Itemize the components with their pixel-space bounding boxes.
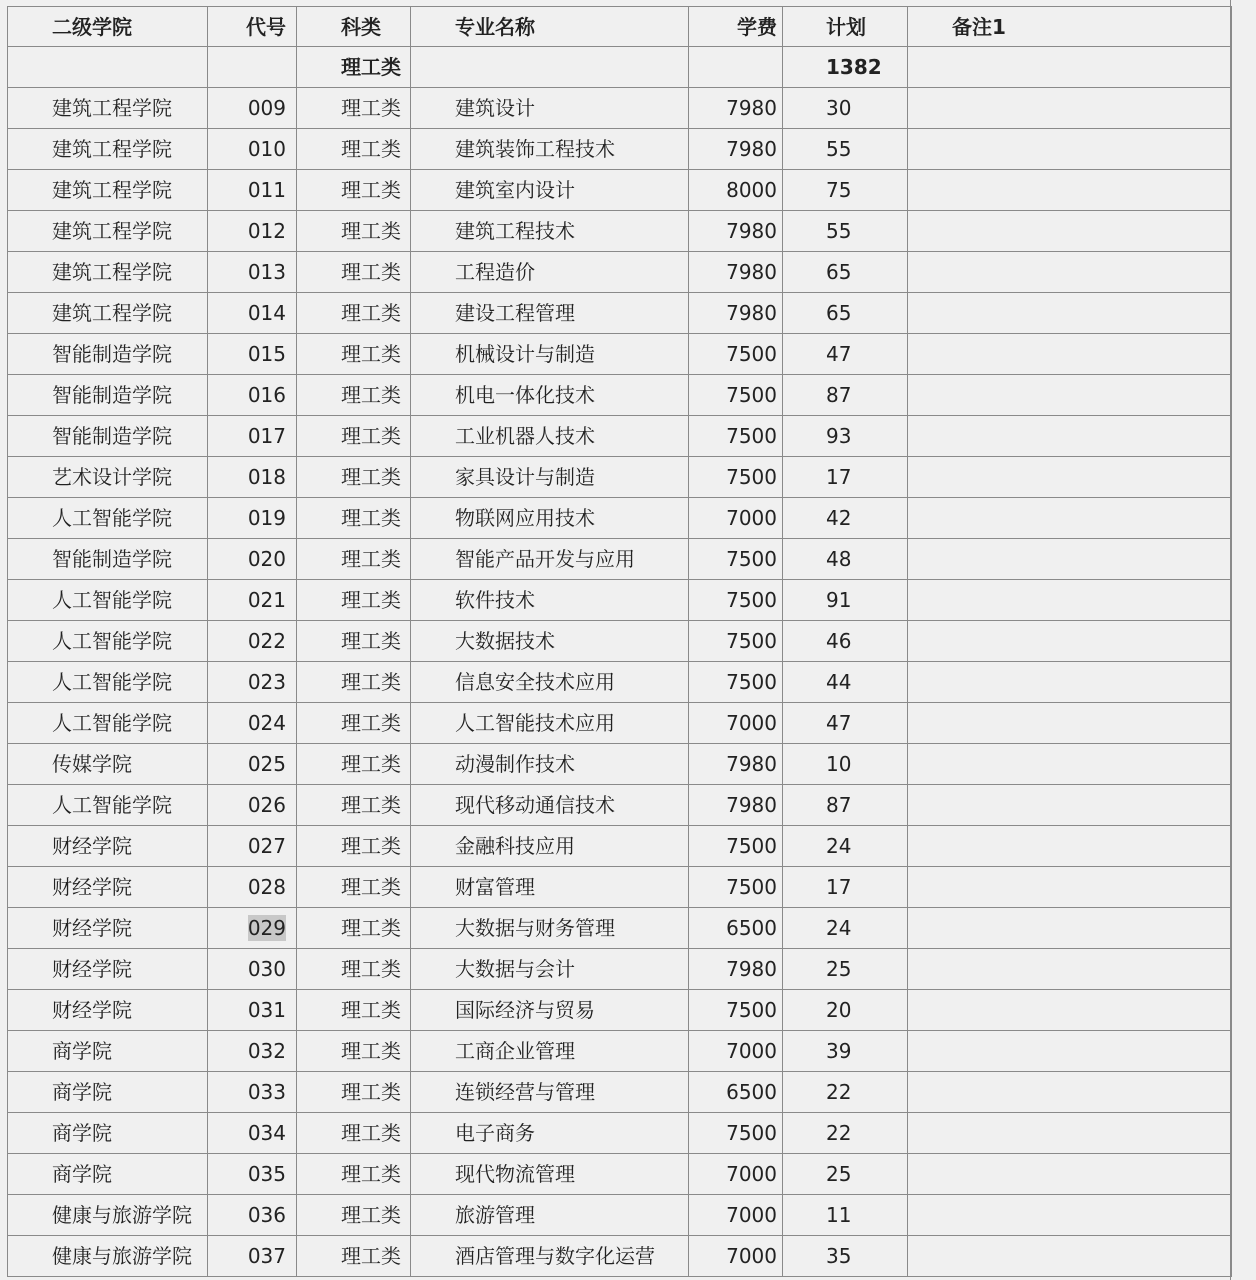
cell-college[interactable]: 人工智能学院 xyxy=(8,621,208,662)
cell-code[interactable] xyxy=(208,908,297,949)
cell-category[interactable]: 理工类 xyxy=(297,498,411,539)
cell-plan[interactable]: 47 xyxy=(783,703,908,744)
cell-note[interactable] xyxy=(908,88,1232,129)
cell-code[interactable]: 022 xyxy=(208,621,297,662)
table-row xyxy=(8,785,1232,826)
cell-fee[interactable]: 7500 xyxy=(689,375,783,416)
table-row xyxy=(8,621,1232,662)
cell-college[interactable]: 建筑工程学院 xyxy=(8,211,208,252)
cell-fee[interactable]: 7500 xyxy=(689,457,783,498)
cell-category[interactable]: 理工类 xyxy=(297,703,411,744)
cell-code[interactable]: 011 xyxy=(208,170,297,211)
cell-code[interactable]: 015 xyxy=(208,334,297,375)
cell-code[interactable]: 013 xyxy=(208,252,297,293)
cell-category[interactable]: 理工类 xyxy=(297,662,411,703)
cell-major[interactable]: 建设工程管理 xyxy=(411,293,689,334)
cell-fee[interactable]: 8000 xyxy=(689,170,783,211)
cell-fee[interactable]: 6500 xyxy=(689,1072,783,1113)
cell-plan[interactable]: 47 xyxy=(783,334,908,375)
cell-college[interactable]: 财经学院 xyxy=(8,826,208,867)
cell-plan[interactable]: 24 xyxy=(783,826,908,867)
cell-major[interactable]: 建筑工程技术 xyxy=(411,211,689,252)
header-college[interactable]: 二级学院 xyxy=(8,7,208,47)
cell-major[interactable]: 工程造价 xyxy=(411,252,689,293)
cell-plan[interactable]: 17 xyxy=(783,457,908,498)
cell-college[interactable]: 财经学院 xyxy=(8,949,208,990)
cell-plan[interactable]: 48 xyxy=(783,539,908,580)
cell-code[interactable]: 012 xyxy=(208,211,297,252)
cell-note[interactable] xyxy=(908,1154,1232,1195)
cell-plan[interactable]: 91 xyxy=(783,580,908,621)
cell-college[interactable]: 智能制造学院 xyxy=(8,334,208,375)
cell-fee[interactable]: 7500 xyxy=(689,662,783,703)
cell-college[interactable]: 健康与旅游学院 xyxy=(8,1195,208,1236)
header-major[interactable]: 专业名称 xyxy=(411,7,689,47)
cell-category[interactable]: 理工类 xyxy=(297,1031,411,1072)
cell-note[interactable] xyxy=(908,170,1232,211)
cell-college[interactable]: 人工智能学院 xyxy=(8,785,208,826)
cell-note[interactable] xyxy=(908,990,1232,1031)
table-row xyxy=(8,211,1232,252)
cell-plan[interactable]: 87 xyxy=(783,375,908,416)
cell-plan[interactable]: 20 xyxy=(783,990,908,1031)
cell-code[interactable]: 031 xyxy=(208,990,297,1031)
table-row xyxy=(8,908,1232,949)
table-row xyxy=(8,457,1232,498)
table-row xyxy=(8,1236,1232,1277)
table-row xyxy=(8,375,1232,416)
cell-college[interactable]: 智能制造学院 xyxy=(8,539,208,580)
cell-major[interactable]: 人工智能技术应用 xyxy=(411,703,689,744)
header-code[interactable]: 代号 xyxy=(208,7,297,47)
cell-major[interactable]: 金融科技应用 xyxy=(411,826,689,867)
cell-code[interactable]: 035 xyxy=(208,1154,297,1195)
cell-category[interactable]: 理工类 xyxy=(297,1154,411,1195)
cell-college[interactable]: 健康与旅游学院 xyxy=(8,1236,208,1277)
cell-category[interactable]: 理工类 xyxy=(297,252,411,293)
cell-note[interactable] xyxy=(908,375,1232,416)
cell-note[interactable] xyxy=(908,580,1232,621)
cell-code[interactable]: 021 xyxy=(208,580,297,621)
cell-note[interactable] xyxy=(908,334,1232,375)
table-row xyxy=(8,744,1232,785)
cell-college[interactable]: 商学院 xyxy=(8,1154,208,1195)
cell-college[interactable]: 商学院 xyxy=(8,1072,208,1113)
header-fee[interactable]: 学费 xyxy=(689,7,783,47)
table-row xyxy=(8,293,1232,334)
admission-plan-table xyxy=(7,6,1232,1277)
table-row xyxy=(8,1195,1232,1236)
cell-category[interactable]: 理工类 xyxy=(297,334,411,375)
cell-fee[interactable]: 7000 xyxy=(689,1195,783,1236)
table-row xyxy=(8,949,1232,990)
cell-note[interactable] xyxy=(908,949,1232,990)
cell-fee[interactable]: 7500 xyxy=(689,990,783,1031)
table-row xyxy=(8,416,1232,457)
cell-code[interactable]: 014 xyxy=(208,293,297,334)
cell-major[interactable]: 机械设计与制造 xyxy=(411,334,689,375)
cell-fee[interactable]: 7000 xyxy=(689,1031,783,1072)
cell-category[interactable]: 理工类 xyxy=(297,170,411,211)
cell-code[interactable]: 023 xyxy=(208,662,297,703)
cell-major[interactable]: 智能产品开发与应用 xyxy=(411,539,689,580)
summary-fee[interactable] xyxy=(689,47,783,88)
cell-fee[interactable]: 7980 xyxy=(689,785,783,826)
table-row xyxy=(8,1113,1232,1154)
cell-college[interactable]: 建筑工程学院 xyxy=(8,88,208,129)
cell-note[interactable] xyxy=(908,908,1232,949)
cell-major[interactable]: 大数据与财务管理 xyxy=(411,908,689,949)
cell-college[interactable]: 人工智能学院 xyxy=(8,498,208,539)
cell-major[interactable]: 大数据技术 xyxy=(411,621,689,662)
cell-fee[interactable]: 7000 xyxy=(689,1154,783,1195)
summary-row xyxy=(8,47,1232,88)
cell-major[interactable]: 电子商务 xyxy=(411,1113,689,1154)
cell-note[interactable] xyxy=(908,539,1232,580)
cell-note[interactable] xyxy=(908,416,1232,457)
cell-major[interactable]: 物联网应用技术 xyxy=(411,498,689,539)
cell-code[interactable]: 020 xyxy=(208,539,297,580)
summary-category[interactable]: 理工类 xyxy=(297,47,411,88)
cell-plan[interactable]: 17 xyxy=(783,867,908,908)
cell-category[interactable]: 理工类 xyxy=(297,375,411,416)
cell-plan[interactable]: 93 xyxy=(783,416,908,457)
cell-plan[interactable]: 55 xyxy=(783,211,908,252)
cell-category[interactable]: 理工类 xyxy=(297,785,411,826)
table-row xyxy=(8,129,1232,170)
table-row xyxy=(8,580,1232,621)
cell-plan[interactable]: 87 xyxy=(783,785,908,826)
cell-college[interactable]: 财经学院 xyxy=(8,990,208,1031)
cell-college[interactable]: 商学院 xyxy=(8,1113,208,1154)
cell-note[interactable] xyxy=(908,662,1232,703)
cell-major[interactable]: 现代移动通信技术 xyxy=(411,785,689,826)
cell-college[interactable]: 智能制造学院 xyxy=(8,375,208,416)
cell-major[interactable]: 连锁经营与管理 xyxy=(411,1072,689,1113)
cell-fee[interactable]: 7980 xyxy=(689,293,783,334)
cell-category[interactable]: 理工类 xyxy=(297,990,411,1031)
cell-major[interactable]: 财富管理 xyxy=(411,867,689,908)
cell-plan[interactable]: 11 xyxy=(783,1195,908,1236)
cell-code[interactable]: 017 xyxy=(208,416,297,457)
cell-major[interactable]: 酒店管理与数字化运营 xyxy=(411,1236,689,1277)
cell-category[interactable]: 理工类 xyxy=(297,580,411,621)
cell-code[interactable]: 030 xyxy=(208,949,297,990)
cell-category[interactable]: 理工类 xyxy=(297,539,411,580)
cell-plan[interactable]: 24 xyxy=(783,908,908,949)
table-row xyxy=(8,990,1232,1031)
cell-major[interactable]: 工业机器人技术 xyxy=(411,416,689,457)
cell-college[interactable]: 建筑工程学院 xyxy=(8,252,208,293)
cell-plan[interactable]: 22 xyxy=(783,1113,908,1154)
cell-plan[interactable]: 30 xyxy=(783,88,908,129)
cell-major[interactable]: 建筑装饰工程技术 xyxy=(411,129,689,170)
cell-note[interactable] xyxy=(908,129,1232,170)
cell-code[interactable]: 024 xyxy=(208,703,297,744)
cell-category[interactable]: 理工类 xyxy=(297,1236,411,1277)
cell-major[interactable]: 大数据与会计 xyxy=(411,949,689,990)
cell-code[interactable]: 028 xyxy=(208,867,297,908)
header-note[interactable]: 备注1 xyxy=(908,7,1232,47)
cell-major[interactable]: 软件技术 xyxy=(411,580,689,621)
cell-fee[interactable]: 7000 xyxy=(689,1236,783,1277)
cell-plan[interactable]: 10 xyxy=(783,744,908,785)
cell-college[interactable]: 建筑工程学院 xyxy=(8,293,208,334)
cell-category[interactable]: 理工类 xyxy=(297,949,411,990)
summary-code[interactable] xyxy=(208,47,297,88)
cell-plan[interactable]: 44 xyxy=(783,662,908,703)
cell-college[interactable]: 人工智能学院 xyxy=(8,662,208,703)
spreadsheet xyxy=(7,6,1231,1277)
cell-major[interactable]: 信息安全技术应用 xyxy=(411,662,689,703)
cell-fee[interactable]: 7980 xyxy=(689,252,783,293)
cell-plan[interactable]: 42 xyxy=(783,498,908,539)
selected-text-highlight: 029 xyxy=(247,916,286,940)
cell-fee[interactable]: 7980 xyxy=(689,744,783,785)
table-row xyxy=(8,1154,1232,1195)
cell-category[interactable]: 理工类 xyxy=(297,129,411,170)
cell-category[interactable]: 理工类 xyxy=(297,88,411,129)
cell-note[interactable] xyxy=(908,1113,1232,1154)
cell-major[interactable]: 建筑设计 xyxy=(411,88,689,129)
table-row xyxy=(8,252,1232,293)
cell-major[interactable]: 工商企业管理 xyxy=(411,1031,689,1072)
cell-category[interactable]: 理工类 xyxy=(297,908,411,949)
summary-college[interactable] xyxy=(8,47,208,88)
cell-plan[interactable]: 75 xyxy=(783,170,908,211)
cell-note[interactable] xyxy=(908,1195,1232,1236)
cell-fee[interactable]: 7500 xyxy=(689,416,783,457)
cell-plan[interactable]: 25 xyxy=(783,949,908,990)
cell-fee[interactable]: 7980 xyxy=(689,949,783,990)
cell-note[interactable] xyxy=(908,211,1232,252)
cell-plan[interactable]: 35 xyxy=(783,1236,908,1277)
cell-note[interactable] xyxy=(908,457,1232,498)
cell-major[interactable]: 现代物流管理 xyxy=(411,1154,689,1195)
cell-major[interactable]: 家具设计与制造 xyxy=(411,457,689,498)
cell-college[interactable]: 传媒学院 xyxy=(8,744,208,785)
header-row xyxy=(8,7,1232,47)
cell-college[interactable]: 财经学院 xyxy=(8,867,208,908)
cell-major[interactable]: 旅游管理 xyxy=(411,1195,689,1236)
cell-code[interactable]: 037 xyxy=(208,1236,297,1277)
cell-fee[interactable]: 7980 xyxy=(689,88,783,129)
cell-fee[interactable]: 7500 xyxy=(689,539,783,580)
cell-note[interactable] xyxy=(908,703,1232,744)
cell-category[interactable]: 理工类 xyxy=(297,416,411,457)
cell-category[interactable]: 理工类 xyxy=(297,1195,411,1236)
cell-fee[interactable]: 7500 xyxy=(689,867,783,908)
table-row xyxy=(8,170,1232,211)
cell-note[interactable] xyxy=(908,498,1232,539)
cell-plan[interactable]: 22 xyxy=(783,1072,908,1113)
cell-note[interactable] xyxy=(908,1031,1232,1072)
table-row xyxy=(8,662,1232,703)
cell-code[interactable]: 033 xyxy=(208,1072,297,1113)
cell-fee[interactable]: 7500 xyxy=(689,334,783,375)
cell-college[interactable]: 人工智能学院 xyxy=(8,703,208,744)
cell-note[interactable] xyxy=(908,1236,1232,1277)
cell-college[interactable]: 建筑工程学院 xyxy=(8,129,208,170)
header-category[interactable]: 科类 xyxy=(297,7,411,47)
cell-category[interactable]: 理工类 xyxy=(297,457,411,498)
cell-college[interactable]: 智能制造学院 xyxy=(8,416,208,457)
table-row xyxy=(8,498,1232,539)
cell-category[interactable]: 理工类 xyxy=(297,867,411,908)
cell-code[interactable]: 036 xyxy=(208,1195,297,1236)
cell-major[interactable]: 机电一体化技术 xyxy=(411,375,689,416)
cell-code[interactable]: 016 xyxy=(208,375,297,416)
table-row xyxy=(8,1072,1232,1113)
cell-fee[interactable]: 7000 xyxy=(689,498,783,539)
table-row xyxy=(8,703,1232,744)
cell-fee[interactable]: 6500 xyxy=(689,908,783,949)
cell-fee[interactable]: 7500 xyxy=(689,1113,783,1154)
cell-college[interactable]: 建筑工程学院 xyxy=(8,170,208,211)
cell-category[interactable]: 理工类 xyxy=(297,1113,411,1154)
cell-note[interactable] xyxy=(908,867,1232,908)
cell-category[interactable]: 理工类 xyxy=(297,744,411,785)
cell-fee[interactable]: 7500 xyxy=(689,826,783,867)
cell-college[interactable]: 财经学院 xyxy=(8,908,208,949)
cell-major[interactable]: 国际经济与贸易 xyxy=(411,990,689,1031)
cell-college[interactable]: 艺术设计学院 xyxy=(8,457,208,498)
cell-code[interactable]: 018 xyxy=(208,457,297,498)
cell-code[interactable]: 027 xyxy=(208,826,297,867)
cell-major[interactable]: 动漫制作技术 xyxy=(411,744,689,785)
cell-code[interactable]: 032 xyxy=(208,1031,297,1072)
cell-category[interactable]: 理工类 xyxy=(297,293,411,334)
cell-fee[interactable]: 7980 xyxy=(689,211,783,252)
sheet-right-border xyxy=(1230,0,1231,1280)
cell-code[interactable]: 019 xyxy=(208,498,297,539)
summary-major[interactable] xyxy=(411,47,689,88)
cell-college[interactable]: 人工智能学院 xyxy=(8,580,208,621)
cell-major[interactable]: 建筑室内设计 xyxy=(411,170,689,211)
table-row xyxy=(8,1031,1232,1072)
cell-fee[interactable]: 7500 xyxy=(689,580,783,621)
cell-plan[interactable]: 25 xyxy=(783,1154,908,1195)
summary-note[interactable] xyxy=(908,47,1232,88)
table-row xyxy=(8,88,1232,129)
cell-plan[interactable]: 65 xyxy=(783,293,908,334)
table-row xyxy=(8,826,1232,867)
cell-plan[interactable]: 65 xyxy=(783,252,908,293)
cell-college[interactable]: 商学院 xyxy=(8,1031,208,1072)
cell-category[interactable]: 理工类 xyxy=(297,826,411,867)
cell-fee[interactable]: 7500 xyxy=(689,621,783,662)
cell-note[interactable] xyxy=(908,785,1232,826)
cell-plan[interactable]: 46 xyxy=(783,621,908,662)
table-row xyxy=(8,539,1232,580)
cell-category[interactable]: 理工类 xyxy=(297,211,411,252)
cell-note[interactable] xyxy=(908,293,1232,334)
cell-note[interactable] xyxy=(908,826,1232,867)
cell-note[interactable] xyxy=(908,621,1232,662)
cell-code[interactable]: 034 xyxy=(208,1113,297,1154)
cell-note[interactable] xyxy=(908,744,1232,785)
cell-plan[interactable]: 55 xyxy=(783,129,908,170)
cell-code[interactable]: 026 xyxy=(208,785,297,826)
cell-code[interactable]: 025 xyxy=(208,744,297,785)
cell-code[interactable]: 010 xyxy=(208,129,297,170)
summary-plan[interactable]: 1382 xyxy=(783,47,908,88)
table-row xyxy=(8,334,1232,375)
cell-fee[interactable]: 7980 xyxy=(689,129,783,170)
cell-category[interactable]: 理工类 xyxy=(297,621,411,662)
cell-fee[interactable]: 7000 xyxy=(689,703,783,744)
cell-category[interactable]: 理工类 xyxy=(297,1072,411,1113)
cell-note[interactable] xyxy=(908,1072,1232,1113)
cell-note[interactable] xyxy=(908,252,1232,293)
header-plan[interactable]: 计划 xyxy=(783,7,908,47)
table-row xyxy=(8,867,1232,908)
cell-plan[interactable]: 39 xyxy=(783,1031,908,1072)
cell-code[interactable]: 009 xyxy=(208,88,297,129)
